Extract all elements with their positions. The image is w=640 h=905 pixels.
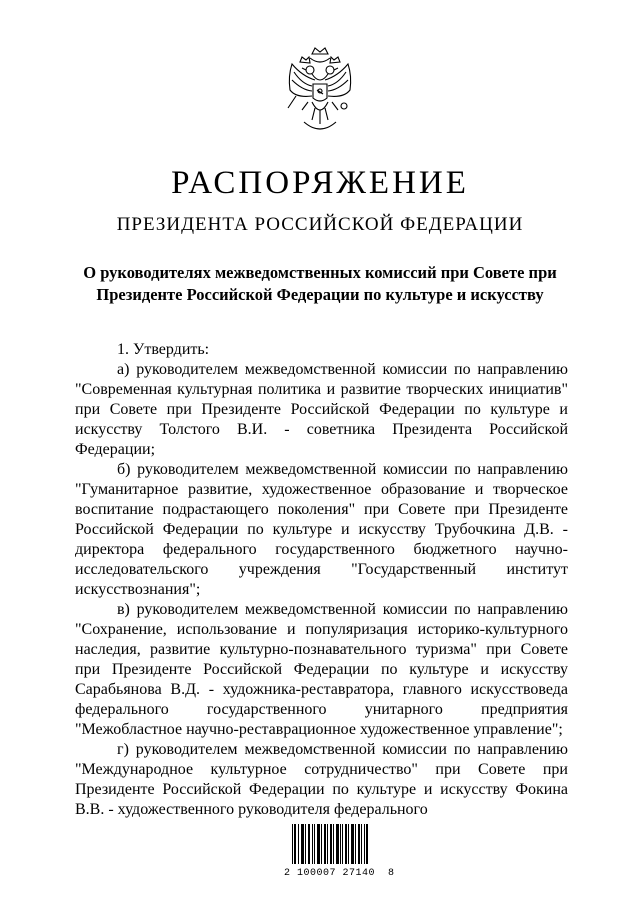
clause-item-d: г) руководителем межведомственной комиссии по направлению "Международное культурное сотрудничество" при Совете при Президенте Российской Федерации по культуре и искусству Фокина В.В. - художественного руководителя федерального xyxy=(75,741,568,818)
barcode-number: 2 100007 27140 8 xyxy=(284,868,395,879)
issuer-heading: ПРЕЗИДЕНТА РОССИЙСКОЙ ФЕДЕРАЦИИ xyxy=(116,214,524,235)
subject-line-2: Президенте Российской Федерации по культуре и искусству xyxy=(96,285,544,304)
clause-1-lead: 1. Утвердить: xyxy=(117,341,210,358)
subject-line-1: О руководителях межведомственных комиссий при Совете при xyxy=(83,263,557,282)
document-subject xyxy=(70,262,570,306)
coat-of-arms-emblem xyxy=(282,46,358,142)
clause-item-c: в) руководителем межведомственной комиссии по направлению "Сохранение, использование и популяризация историко-культурного наследия, развитие культурно-познавательного туризма" при Совете при Президенте Российской Федерации по культуре и искусству Сарабьянова В.Д. - художника-реставратора, главного искусствоведа федерального государственного унитарного предприятия "Межобластное научно-реставрационное художественное управление"; xyxy=(75,601,568,738)
document-type-heading: РАСПОРЯЖЕНИЕ xyxy=(171,165,469,201)
document-body xyxy=(75,340,568,820)
clause-item-b: б) руководителем межведомственной комиссии по направлению "Гуманитарное развитие, художественное образование и творческое воспитание подрастающего поколения" при Совете при Президенте Российской Федерации по культуре и искусству Трубочкина Д.В. - директора федерального государственного бюджетного научно-исследовательского учреждения "Государственный институт искусствознания"; xyxy=(75,461,568,598)
clause-item-a: а) руководителем межведомственной комиссии по направлению "Современная культурная политика и развитие творческих инициатив" при Совете при Президенте Российской Федерации по культуре и искусству Толстого В.И. - советника Президента Российской Федерации; xyxy=(75,361,568,458)
barcode xyxy=(290,824,370,866)
